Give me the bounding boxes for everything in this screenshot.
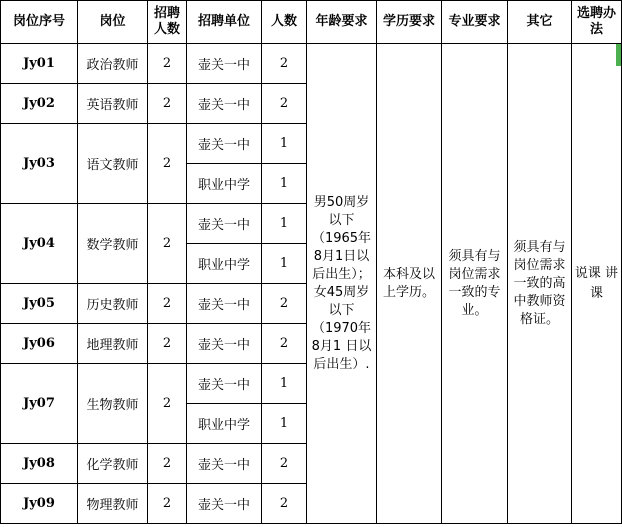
position-name: 物理教师 [78,484,148,524]
selection-method: 说课 讲课 [572,44,622,524]
cell-selection-marker [616,44,621,66]
header-major: 专业要求 [442,1,508,44]
position-code: Jy05 [1,284,78,324]
header-code: 岗位序号 [1,1,78,44]
position-name: 生物教师 [78,364,148,444]
unit-name: 壶关一中 [187,324,262,364]
position-code: Jy07 [1,364,78,444]
major-requirement: 须具有与岗位需求一致的专业。 [442,44,508,524]
unit-count: 2 [262,324,307,364]
position-code: Jy04 [1,204,78,284]
position-count: 2 [148,444,187,484]
position-count: 2 [148,364,187,444]
unit-name: 壶关一中 [187,284,262,324]
position-count: 2 [148,124,187,204]
unit-name: 壶关一中 [187,484,262,524]
position-code: Jy09 [1,484,78,524]
header-method: 选聘办法 [572,1,622,44]
header-education: 学历要求 [377,1,442,44]
unit-name: 壶关一中 [187,84,262,124]
position-count: 2 [148,204,187,284]
position-code: Jy08 [1,444,78,484]
unit-count: 2 [262,284,307,324]
education-requirement: 本科及以上学历。 [377,44,442,524]
position-name: 化学教师 [78,444,148,484]
position-name: 政治教师 [78,44,148,84]
position-code: Jy01 [1,44,78,84]
header-other: 其它 [508,1,572,44]
position-code: Jy06 [1,324,78,364]
unit-count: 1 [262,244,307,284]
unit-count: 1 [262,364,307,404]
position-name: 地理教师 [78,324,148,364]
position-count: 2 [148,84,187,124]
unit-name: 职业中学 [187,404,262,444]
position-code: Jy03 [1,124,78,204]
unit-name: 职业中学 [187,164,262,204]
unit-name: 壶关一中 [187,444,262,484]
header-position: 岗位 [78,1,148,44]
unit-name: 壶关一中 [187,204,262,244]
unit-count: 2 [262,84,307,124]
position-code: Jy02 [1,84,78,124]
position-name: 历史教师 [78,284,148,324]
unit-count: 2 [262,484,307,524]
header-age: 年龄要求 [307,1,377,44]
position-count: 2 [148,324,187,364]
age-requirement: 男50周岁以下（1965年8月1日以后出生）；女45周岁以下（1970年8月1 日以后出生）. [307,44,377,524]
unit-name: 壶关一中 [187,44,262,84]
unit-count: 1 [262,404,307,444]
header-num: 人数 [262,1,307,44]
position-name: 英语教师 [78,84,148,124]
unit-count: 1 [262,164,307,204]
unit-name: 壶关一中 [187,364,262,404]
position-count: 2 [148,44,187,84]
position-count: 2 [148,484,187,524]
position-name: 数学教师 [78,204,148,284]
table-row [1,44,622,84]
unit-count: 2 [262,444,307,484]
position-count: 2 [148,284,187,324]
unit-count: 1 [262,204,307,244]
header-unit: 招聘单位 [187,1,262,44]
unit-name: 壶关一中 [187,124,262,164]
other-requirement: 须具有与岗位需求一致的高中教师资格证。 [508,44,572,524]
unit-name: 职业中学 [187,244,262,284]
header-row [1,1,622,44]
position-name: 语文教师 [78,124,148,204]
header-count: 招聘人数 [148,1,187,44]
unit-count: 1 [262,124,307,164]
unit-count: 2 [262,44,307,84]
